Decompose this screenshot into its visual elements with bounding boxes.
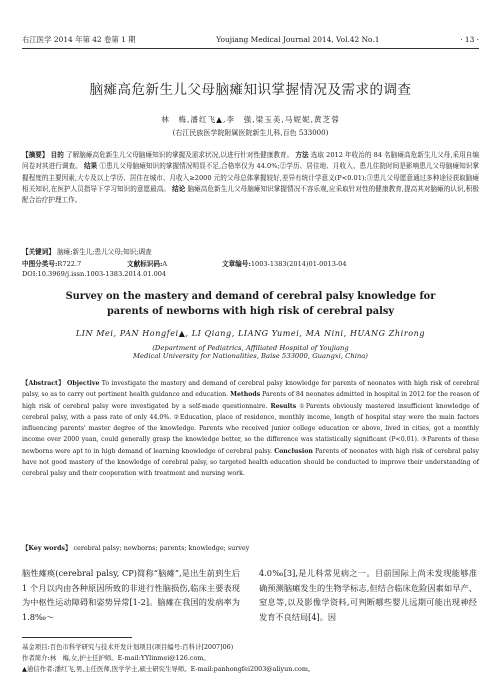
methods-label-en: Methods [230, 391, 261, 399]
objective-en: To investigate the mastery and demand of cerebral palsy knowledge for parents of neonates with high risk of cerebral palsy, so as to carry out pertinent health guidance and education. [22, 380, 479, 399]
body-column-right: 4.0‰[3],是儿科常见病之一。目前国际上尚未发现能够准确预测脑瘫发生的生物学标志,但结合临床危险因素如早产、窒息等,以及影像学资料,可判断哪些婴儿远期可能出现神经发育不良结局[4]。因 [259, 568, 477, 622]
title-en-line: Survey on the mastery and demand of cerebral palsy knowledge for [65, 291, 436, 302]
article-title-cn: 脑瘫高危新生儿父母脑瘫知识掌握情况及需求的调查 [89, 82, 412, 98]
authors-cn: 林 梅,潘红飞▲,李 强,梁玉美,马妮妮,黄芝蓉 [161, 115, 340, 124]
body-column-left: 脑性瘫痪(cerebral palsy, CP)简称“脑瘫”,是出生前到生后 1 个月以内由各种原因所致的非进行性脑损伤,临床主要表现为中枢性运动障碍和姿势异常[1-2]。脑瘫在我国的发病率为 1.8‰～ [22, 568, 240, 622]
keywords-en-text: cerebral palsy; newborns; parents; knowledge; survey [73, 544, 250, 552]
affiliation-en-line: Medical University for Nationalities, Baise 533000, Guangxi, China) [133, 352, 368, 360]
classification-row [22, 258, 479, 268]
header-rule [22, 48, 479, 49]
keywords-en [22, 543, 479, 552]
header-journal-en: Youjiang Medical Journal 2014, Vol.42 No.1 [216, 34, 380, 44]
running-header [22, 32, 479, 46]
doc-code-block [127, 258, 222, 268]
footnote-corresponding: ▲通信作者:潘红飞,男,主任医师,医学学士,硕士研究生导师。E-mail:panhongfei2003@aliyun.com。 [22, 665, 315, 673]
keywords-en-label: 【Key words】 [22, 544, 72, 552]
objective-cn: 了解脑瘫高危新生儿父母脑瘫知识的掌握及需求状况,以进行针对性健康教育。 [66, 151, 294, 159]
abstract-cn-label: 【摘要】 [22, 151, 49, 159]
methods-label-cn: 方法 [295, 151, 309, 159]
article-number-value: 1003-1383(2014)01-0013-04 [250, 260, 347, 268]
clc-label: 中图分类号: [22, 260, 58, 268]
affiliation-en [0, 344, 501, 360]
footnote-rule [22, 637, 132, 638]
results-en: ①Parents obviously mastered insufficient knowledge of cerebral palsy, with a pass rate of only 44.0%. ②Education, place of residence, monthly income, length of hospital stay were the main factors influencing parents' master degree of the knowledge. Parents who received junior college education or above, lived in cities, got a monthly income over 2000 yuan, could generally grasp the knowledge better, so the difference was statistically significant (P<0.01). ③Parents of these newborns were apt to in high demand of learning knowledge of cerebral palsy. [22, 402, 479, 455]
abstract-en-label: 【Abstract】 [22, 380, 65, 387]
article-title-en [0, 289, 501, 319]
footnotes [22, 642, 479, 675]
methods-cn: 选取 2012 年收治的 84 名脑瘫高危新生儿父母,采用自编问卷对其进行调查。 [22, 151, 479, 171]
authors-en: LIN Mei, PAN Hongfei▲, LI Qiang, LIANG Yumei, MA Nini, HUANG Zhirong [75, 329, 426, 338]
affiliation-cn: (右江民族医学院附属医院新生儿科,百色 533000) [172, 129, 329, 137]
article-number-block [222, 258, 347, 268]
clc-value: R722.7 [57, 260, 82, 268]
results-label-en: Results [270, 402, 297, 410]
clc-block [22, 258, 127, 268]
abstract-cn [22, 150, 479, 206]
conclusion-label-en: Conclusion [274, 447, 313, 455]
footnote-fund: 基金项目:百色市科学研究与技术开发计划项目(项目编号:百科计[2007]06) [22, 643, 234, 651]
keywords-cn-label: 【关键词】 [22, 248, 55, 256]
doi: DOI:10.3969/j.issn.1003-1383.2014.01.004 [22, 270, 167, 278]
conclusion-cn: 脑瘫高危新生儿父母脑瘫知识掌握情况不容乐观,应采取针对性的健康教育,提高其对脑瘫的认识,积极配合治疗护理工作。 [22, 184, 479, 205]
header-page-number: · 13 · [460, 34, 479, 44]
footnote-author: 作者简介:林 梅,女,护士任护师。E-mail:YYlinmei@126.com。 [22, 654, 210, 662]
keywords-cn-text: 脑瘫;新生儿;患儿父母;知识;调查 [57, 248, 152, 256]
results-label-cn: 结果 [83, 162, 98, 171]
objective-label-cn: 目的 [50, 151, 64, 159]
doc-code-label: 文献标识码: [127, 260, 163, 268]
header-journal-cn: 右江医学 2014 年第 42 卷第 1 期 [22, 34, 136, 44]
affiliation-en-line: (Department of Pediatrics, Affiliated Hospital of Youjiang [152, 344, 349, 352]
results-cn: ①患儿父母脑瘫知识的掌握情况明显不足,合格率仅为 44.0%;②学历、居住地、月收入、患儿住院时间是影响患儿父母脑瘫知识掌握程度的主要因素,大专及以上学历、居住在城市、月收入≥2000 元的父母总体掌握较好,差异有统计学意义(P<0.01);③患儿父母愿意通过多种途径获取脑瘫相关知识,在医护人员指导下学习知识的意愿最高。 [22, 162, 480, 193]
conclusion-en: Parents of neonates with high risk of cerebral palsy have not good mastery of the knowledge of cerebral palsy, so targeted health education should be conducted to improve their understanding of cerebral palsy and their cooperation with treatment and nursing work. [22, 447, 479, 478]
doc-code-value: A [162, 260, 168, 268]
conclusion-label-cn: 结论 [172, 184, 186, 193]
abstract-en [22, 378, 479, 480]
keywords-cn [22, 246, 479, 256]
article-number-label: 文章编号: [222, 260, 251, 268]
objective-label-en: Objective [67, 380, 100, 387]
title-en-line: parents of newborns with high risk of cerebral palsy [106, 306, 395, 317]
methods-en: Parents of 84 neonates admitted in hospital in 2012 for the reason of high risk of cerebral palsy were investigated by a self-made questionnaire. [22, 391, 480, 410]
